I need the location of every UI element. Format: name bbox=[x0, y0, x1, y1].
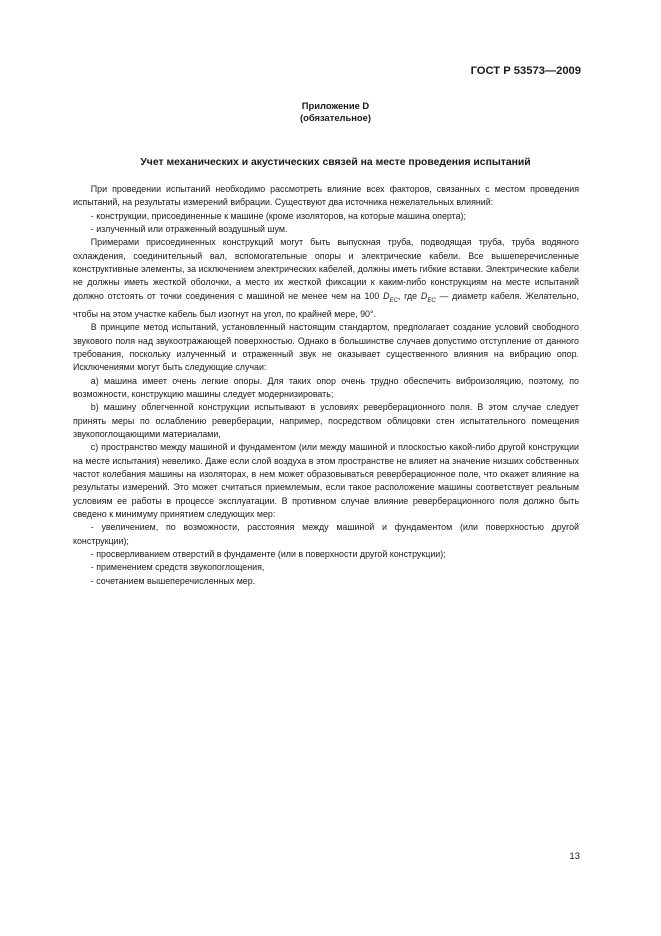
paragraph: При проведении испытаний необходимо рассмотреть влияние всех факторов, связанных с местом проведения испытаний, на результаты измерений вибрации. Существуют два источника нежелательных влияний: bbox=[73, 184, 579, 208]
list-item: - конструкции, присоединенные к машине (кроме изоляторов, на которые машина оперта); bbox=[90, 210, 466, 221]
appendix-status: (обязательное) bbox=[300, 112, 371, 123]
list-item: - увеличением, по возможности, расстояния между машиной и фундаментом (или поверхностью другой конструкции); bbox=[73, 522, 579, 546]
body-text bbox=[73, 183, 579, 588]
appendix-heading bbox=[0, 100, 661, 124]
list-item: - сочетанием вышеперечисленных мер. bbox=[90, 575, 256, 586]
standard-number: ГОСТ Р 53573—2009 bbox=[470, 65, 581, 77]
list-item: - просверливанием отверстий в фундаменте (или в поверхности другой конструкции); bbox=[90, 549, 446, 560]
section-title: Учет механических и акустических связей на месте проведения испытаний bbox=[140, 157, 531, 168]
page-number: 13 bbox=[569, 851, 580, 862]
list-item: - излученный или отраженный воздушный шум. bbox=[90, 224, 288, 235]
paragraph: Примерами присоединенных конструкций могут быть выпускная труба, подводящая труба, труба водяного охлаждения, соединительный вал, вспомогательные опоры и электрические кабели. Все вышеперечисленные конструктивные элементы, за исключением электрических кабелей, должны иметь гибкие вставки. Электрические кабели не должны иметь жесткой оболочки, а место их жесткой фиксации к каким-либо конструкциям на месте испытаний должно отстоять от точки соединения с машиной не менее чем на 100 $D_{EC}$, где $D_{EC}$ — диаметр кабеля. Желательно, чтобы на этом участке кабель был изогнут на угол, по крайней мере, 90°. bbox=[73, 237, 579, 319]
paragraph: В принципе метод испытаний, установленный настоящим стандартом, предполагает создание условий свободного звукового поля над звукоотражающей поверхностью. Однако в большинстве случаев допустимо отступление от данного требования, поскольку излученный и отраженный звук не оказывает существенного влияния на вибрацию опор. Исключениями могут быть следующие случаи: bbox=[73, 322, 579, 373]
list-item: а) машина имеет очень легкие опоры. Для таких опор очень трудно обеспечить виброизоляцию, поэтому, по возможности, конструкцию машины следует модернизировать; bbox=[73, 375, 579, 399]
list-item: с) пространство между машиной и фундаментом (или между машиной и плоскостью какой-либо другой конструкции на месте испытания) невелико. Даже если слой воздуха в этом пространстве не влияет на значение низших собственных частот колебания машины на изоляторах, в нем может образовываться реверберационное поле, что окажет влияние на результаты измерений. Это может считаться приемлемым, если такое расположение машины соответствует реальным условиям ее работы в процессе эксплуатации. В противном случае влияние реверберационного поля должно быть сведено к минимуму принятием следующих мер: bbox=[73, 442, 579, 520]
list-item: - применением средств звукопоглощения, bbox=[90, 562, 265, 573]
list-item: b) машину облегченной конструкции испытывают в условиях реверберационного поля. В этом случае следует принять меры по ослаблению реверберации, например, посредством облицовки стен испытательного помещения звукопоглощающими материалами, bbox=[73, 402, 579, 439]
appendix-name: Приложение D bbox=[301, 100, 370, 111]
